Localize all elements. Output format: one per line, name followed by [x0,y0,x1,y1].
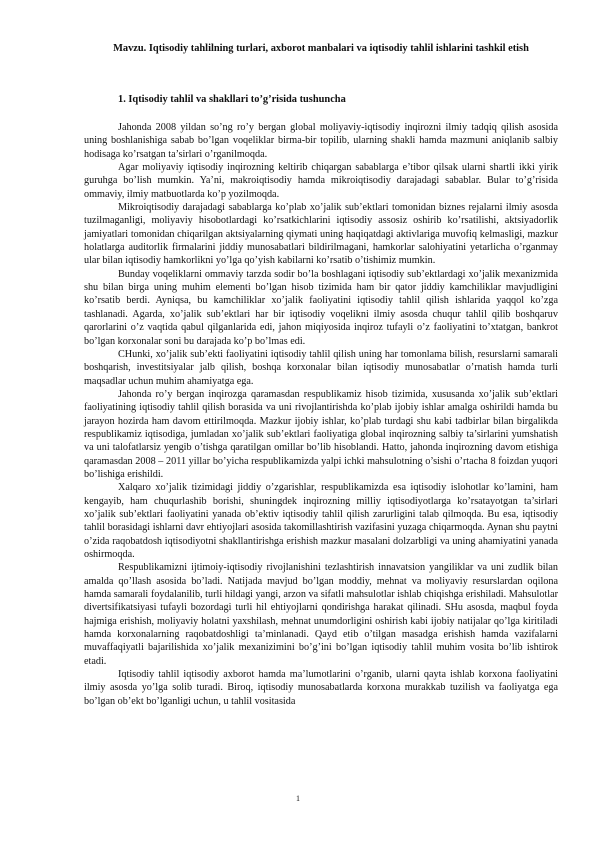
document-title: Mavzu. Iqtisodiy tahlilning turlari, axborot manbalari va iqtisodiy tahlil ishlarini tashkil etish [113,43,529,54]
paragraph: Mikroiqtisodiy darajadagi sabablarga ko’plab xo’jalik sub’ektlari tomonidan biznes rejalarni ilmiy asosda tuzilmaganligi, moliyaviy hisobotlardagi ko’rsatkichlarini iqtisodiy assosiz oshirib ko’rsatilishi, aktsiyadorlik jamiyatlari tomonidan chiqarilgan aktsiyalarning qiymati uning haqiqatdagi aktivlariga muvofiq kelmasligi, mazkur holatlarga auditorlik firmalarini jiddiy munosabatlari bildirilmagani, hamkorlar salohiyatini yetarlicha o’rganmay ular bilan iqtisodiy hamkorlikni yo’lga qo’yish kabilarni ko’rsatib o’tishimiz mumkin. [84,202,558,267]
section-heading: 1. Iqtisodiy tahlil va shakllari to’g’risida tushuncha [118,94,346,105]
document-body [84,121,558,708]
paragraph: Xalqaro xo’jalik tizimidagi jiddiy o’zgarishlar, respublikamizda esa iqtisodiy islohotlar ko’lamini, ham kengayib, ham chuqurlashib borishi, shuningdek inqirozning milliy iqtisodiyotlarga ko’rsatayotgan ta’sirlari xo’jalik sub’ektlari faoliyatini yanada ob’ektiv iqtisodiy tahlil qilish zarurligini talab qilmoqda. Bu esa, iqtisodiy tahlil borasidagi ishlarni davr ehtiyojlari asosida takomillashtirish vazifasini yuzaga chiqarmoqda. Aynan shu paytni o’zida raqobatdosh iqtisodiyotni shakllantirishga erishish mazkur masalani dolzarbligi va uning ahamiyatini yanada oshirmoqda. [84,482,558,560]
paragraph: Bunday voqeliklarni ommaviy tarzda sodir bo’la boshlagani iqtisodiy sub’ektlardagi xo’jalik mexanizmida shu bilan birga uning muhim elementi bo’lgan hisob tizimida ham bir qator jiddiy kamchiliklar mavjudligini ko’rsatib berdi. Ayniqsa, bu kamchiliklar xo’jalik faoliyatini iqtisodiy tahlil qilish ishlarida yaqqol ko’zga tashlanadi. Agarda, xo’jalik sub’ektlari har bir iqtisodiy voqelikni ilmiy asosda chuqur tahlil qilib boshqaruv qarorlarini o’z vaqtida qabul qilganlarida edi, jahon miqiyosida inqiroz tufayli o’z faoliyatini to’xtatgan, bankrot bo’lgan korxonalar soni bu darajada ko’p bo’lmas edi. [84,268,558,347]
paragraph: CHunki, xo’jalik sub’ekti faoliyatini iqtisodiy tahlil qilish uning har tomonlama bilish, resurslarni samarali boshqarish, investitsiyalar jalb qilish, boshqa korxonalar bilan iqtisodiy munosabatlar o’rnatish hamda turli maqsadlar uchun muhim ahamiyatga ega. [84,348,558,387]
paragraph: Iqtisodiy tahlil iqtisodiy axborot hamda ma’lumotlarini o’rganib, ularni qayta ishlab korxona faoliyatini ilmiy asosda yo’lga solib turadi. Biroq, iqtisodiy munosabatlarda korxona murakkab tuzilish va faoliyatga ega bo’lgan ob’ekt bo’lganligi uchun, u tahlil vositasida [84,669,558,707]
paragraph: Respublikamizni ijtimoiy-iqtisodiy rivojlanishini tezlashtirish innavatsion yangiliklar va uni zudlik bilan amalda qo’llash asosida bo’ladi. Natijada mavjud bo’lgan moddiy, mehnat va moliyaviy resurslardan oqilona hamda samarali foydalanilib, turli hildagi yangi, arzon va sifatli mahsulotlar ishlab chiqishga erishiladi. Mahsulotlar divertsifikatsiyasi tufayli bozordagi turli hil ehtiyojlarni qondirishga harakat qilinadi. SHu asosda, maqbul foyda hajmiga erishish, moliyaviy holatni yaxshilash, mehnat unumdorligini oshirish kabi ijobiy natijalar qo’lga kiritiladi hamda korxonalarning raqobatdoshligi ta’minlanadi. Qayd etib o’tilgan masadga erishish hamda vazifalarni muvaffaqiyatli bajarilishida xo’jalik mexanizimini bo’g’ini bo’lgan iqtisodiy tahlil muhim vosita bo’lib ishtirok etadi. [84,562,558,667]
page-number: 1 [296,794,300,803]
paragraph: Jahonda 2008 yildan so’ng ro’y bergan global moliyaviy-iqtisodiy inqirozni ilmiy tadqiq qilish asosida uning boshlanishiga sabab bo’lgan voqeliklar birma-bir topilib, ularning shakli hamda mazmuni aniqlanib salbiy hodisaga ko’rsatgan ta’sirlari o’rganilmoqda. [84,122,558,160]
paragraph: Jahonda ro’y bergan inqirozga qaramasdan respublikamiz hisob tizimida, xususanda xo’jalik sub’ektlari faoliyatining iqtisodiy tahlil qilish borasida va uni rivojlantirishda ko’plab ijobiy ishlar amalga oshirildi hamda bu jarayon hozirda ham davom ettirilmoqda. Mazkur ijobiy ishlar, ko’plab turdagi shu kabi tadbirlar bilan birgalikda respublikamiz iqtisodiga, jumladan xo’jalik sub’ektlari faoliyatiga global inqirozning salbiy ta’sirlarini yumshatish va uni talofatlarsiz yengib o’tishga qaratilgan omillar bo’lib hisoblandi. Hatto, jahonda inqirozning davom etishiga qaramasdan 2008 – 2011 yillar bo’yicha respublikamizda yalpi ichki mahsulotning o’sishi o’rtacha 8 foizdan yuqori bo’lishiga erishildi. [84,388,558,480]
paragraph: Agar moliyaviy iqtisodiy inqirozning keltirib chiqargan sabablarga e’tibor qilsak ularni shartli ikki yirik guruhga bo’lish mumkin. Ya’ni, makroiqtisodiy hamda mikroiqtisodiy darajadagi sabablar. Bular to’g’risida ommaviy, ilmiy matbuotlarda ko’p yozilmoqda. [84,162,558,200]
